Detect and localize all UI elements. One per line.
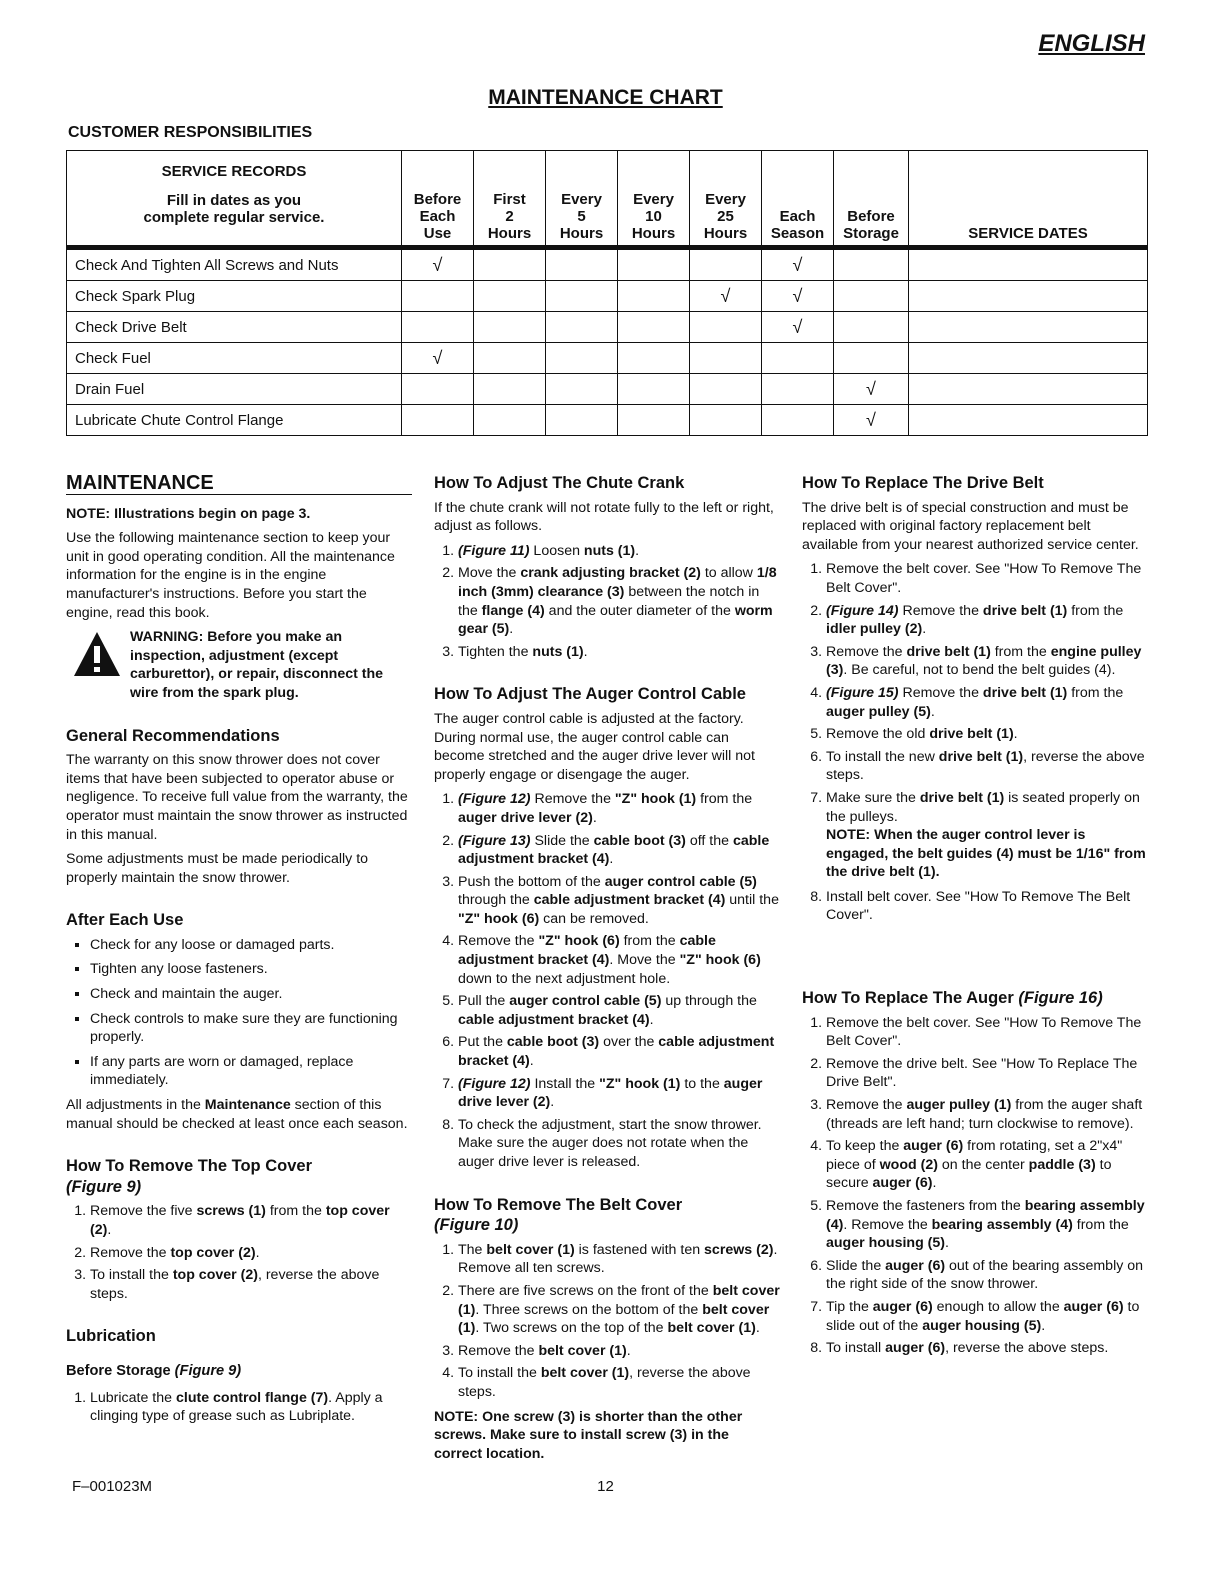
after-each-use-list [66,936,412,1090]
check-cell [690,374,762,405]
page-title: MAINTENANCE CHART [488,86,723,109]
chute-crank-steps [434,542,780,662]
lubrication-heading: Lubrication [66,1327,156,1346]
list-item: 1. The belt cover (1) is fastened with ten screws (2). Remove all ten screws. [458,1241,780,1278]
drive-belt-heading: How To Replace The Drive Belt [802,474,1044,492]
illustrations-note: NOTE: Illustrations begin on page 3. [66,505,311,522]
check-cell [834,248,909,281]
check-cell [834,312,909,343]
check-cell [474,248,546,281]
list-item: 7. Tip the auger (6) enough to allow the auger (6) to slide out of the auger housing (5). [826,1298,1148,1335]
list-item: 3. To install the top cover (2), reverse the above steps. [90,1266,412,1303]
list-item: 4. To install the belt cover (1), reverse the above steps. [458,1364,780,1401]
service-dates-cell [909,281,1148,312]
drive-belt-steps [802,560,1148,925]
list-item: 4. (Figure 15) Remove the drive belt (1) from the auger pulley (5). [826,684,1148,721]
warning-icon [72,630,122,678]
maintenance-chart-table [66,150,1148,436]
service-records-header: SERVICE RECORDS Fill in dates as you complete regular service. [67,151,402,248]
check-cell [834,343,909,374]
check-cell [474,312,546,343]
column-header: Before Each Use [402,151,474,248]
list-item: 6. Put the cable boot (3) over the cable adjustment bracket (4). [458,1033,780,1070]
table-row [67,343,1148,374]
list-item: ▪ Check for any loose or damaged parts. [90,936,412,955]
service-dates-cell [909,248,1148,281]
check-cell [546,281,618,312]
table-row [67,312,1148,343]
check-cell: √ [762,248,834,281]
list-item: 8. To install auger (6), reverse the above steps. [826,1339,1148,1358]
check-cell [762,343,834,374]
task-cell: Drain Fuel [67,374,402,405]
belt-cover-note: NOTE: One screw (3) is shorter than the other screws. Make sure to install screw (3) in the correct location. [434,1408,743,1462]
check-cell [618,405,690,436]
language-label: ENGLISH [1038,30,1145,57]
task-cell: Check And Tighten All Screws and Nuts [67,248,402,281]
list-item: 7. Make sure the drive belt (1) is seated properly on the pulleys. NOTE: When the auger control lever is engaged, the belt guides (4) must be 1/16" from the drive belt (1). [826,789,1148,882]
belt-cover-heading: How To Remove The Belt Cover [434,1195,683,1214]
belt-cover-figure: (Figure 10) [434,1216,519,1235]
page-number: 12 [597,1478,614,1495]
remove-top-cover-figure: (Figure 9) [66,1177,142,1196]
check-cell [618,248,690,281]
table-row [67,248,1148,281]
list-item: 1. (Figure 11) Loosen nuts (1). [458,542,780,561]
auger-cable-intro: The auger control cable is adjusted at the factory. During normal use, the auger control cable can become stretched and the auger drive lever will not properly engage or disengage the auger. [434,710,755,783]
check-cell: √ [402,343,474,374]
check-cell [546,312,618,343]
column-left [66,474,412,1432]
list-item: ▪ Tighten any loose fasteners. [90,960,412,979]
column-header: Every 5 Hours [546,151,618,248]
list-item: 3. Remove the drive belt (1) from the engine pulley (3). Be careful, not to bend the belt guides (4). [826,643,1148,680]
check-cell [690,405,762,436]
list-item: 6. To install the new drive belt (1), reverse the above steps. [826,748,1148,785]
check-cell [402,405,474,436]
table-header-row [67,151,1148,248]
list-item: 2. (Figure 14) Remove the drive belt (1) from the idler pulley (2). [826,602,1148,639]
check-cell [402,281,474,312]
list-item: 1. (Figure 12) Remove the "Z" hook (1) from the auger drive lever (2). [458,790,780,827]
drive-belt-intro: The drive belt is of special construction and must be replaced with original factory replacement belt available from your nearest authorized service center. [802,499,1139,553]
check-cell [402,312,474,343]
remove-top-cover-heading: How To Remove The Top Cover [66,1157,312,1176]
list-item: 1. Remove the belt cover. See "How To Remove The Belt Cover". [826,560,1148,597]
customer-responsibilities-heading: CUSTOMER RESPONSIBILITIES [68,124,313,141]
list-item: 3. Tighten the nuts (1). [458,643,780,662]
document-code: F–001023M [72,1478,153,1495]
list-item: 1. Remove the five screws (1) from the top cover (2). [90,1202,412,1239]
belt-cover-steps [434,1241,780,1402]
table-row [67,374,1148,405]
check-cell [762,374,834,405]
maintenance-heading: MAINTENANCE [66,474,412,495]
list-item: 4. To keep the auger (6) from rotating, set a 2"x4" piece of wood (2) on the center paddle (3) to secure auger (6). [826,1137,1148,1193]
table-row [67,405,1148,436]
general-paragraph: Some adjustments must be made periodically to properly maintain the snow thrower. [66,851,369,886]
task-cell: Check Fuel [67,343,402,374]
check-cell [546,248,618,281]
service-dates-cell [909,405,1148,436]
check-cell [474,405,546,436]
service-dates-cell [909,374,1148,405]
column-header: Each Season [762,151,834,248]
list-item: 8. To check the adjustment, start the snow thrower. Make sure the auger does not rotate when the auger drive lever is released. [458,1116,780,1172]
column-header: Before Storage [834,151,909,248]
check-cell [402,374,474,405]
warning-block [66,628,412,702]
check-cell: √ [402,248,474,281]
list-item: 1. Remove the belt cover. See "How To Remove The Belt Cover". [826,1014,1148,1051]
check-cell [834,281,909,312]
lubrication-steps [66,1389,412,1426]
check-cell [546,343,618,374]
column-header: Every 10 Hours [618,151,690,248]
list-item: 5. Remove the fasteners from the bearing assembly (4). Remove the bearing assembly (4) from the auger housing (5). [826,1197,1148,1253]
auger-cable-steps [434,790,780,1171]
check-cell: √ [762,281,834,312]
check-cell: √ [834,405,909,436]
list-item: 2. (Figure 13) Slide the cable boot (3) off the cable adjustment bracket (4). [458,832,780,869]
service-dates-cell [909,343,1148,374]
after-each-use-heading: After Each Use [66,911,184,930]
table-row [67,281,1148,312]
check-cell: √ [690,281,762,312]
list-item: 6. Slide the auger (6) out of the bearing assembly on the right side of the snow thrower. [826,1257,1148,1294]
list-item: ▪ Check controls to make sure they are functioning properly. [90,1010,412,1047]
chute-crank-heading: How To Adjust The Chute Crank [434,474,685,492]
task-cell: Check Spark Plug [67,281,402,312]
task-cell: Check Drive Belt [67,312,402,343]
service-dates-header: SERVICE DATES [909,151,1148,248]
list-item: ▪ If any parts are worn or damaged, replace immediately. [90,1053,412,1090]
drive-belt-note: NOTE: When the auger control lever is engaged, the belt guides (4) must be 1/16" from the drive belt (1). [826,827,1146,881]
column-header: Every 25 Hours [690,151,762,248]
list-item: 2. There are five screws on the front of the belt cover (1). Three screws on the bottom of the belt cover (1). Two screws on the top of the belt cover (1). [458,1282,780,1338]
list-item: 2. Remove the drive belt. See "How To Replace The Drive Belt". [826,1055,1148,1092]
replace-auger-heading: How To Replace The Auger (Figure 16) [802,989,1103,1008]
adjustments-paragraph: All adjustments in the Maintenance section of this manual should be checked at least once each season. [66,1097,408,1132]
list-item: 2. Remove the top cover (2). [90,1244,412,1263]
list-item: 5. Remove the old drive belt (1). [826,725,1148,744]
column-header: First 2 Hours [474,151,546,248]
list-item: 7. (Figure 12) Install the "Z" hook (1) to the auger drive lever (2). [458,1075,780,1112]
check-cell [618,312,690,343]
check-cell [618,343,690,374]
remove-top-cover-steps [66,1202,412,1303]
list-item: 3. Push the bottom of the auger control cable (5) through the cable adjustment bracket (4) until the "Z" hook (6) can be removed. [458,873,780,929]
check-cell [618,374,690,405]
check-cell [474,374,546,405]
list-item: 3. Remove the auger pulley (1) from the auger shaft (threads are left hand; turn clockwise to remove). [826,1096,1148,1133]
list-item: ▪ Check and maintain the auger. [90,985,412,1004]
check-cell [762,405,834,436]
check-cell [690,248,762,281]
general-recommendations-heading: General Recommendations [66,726,280,745]
list-item: 4. Remove the "Z" hook (6) from the cable adjustment bracket (4). Move the "Z" hook (6) down to the next adjustment hole. [458,932,780,988]
service-dates-cell [909,312,1148,343]
list-item: 1. Lubricate the clute control flange (7). Apply a clinging type of grease such as Lubriplate. [90,1389,412,1426]
replace-auger-steps [802,1014,1148,1358]
check-cell [618,281,690,312]
check-cell [546,405,618,436]
column-right [802,474,1148,1364]
check-cell [690,343,762,374]
auger-cable-heading: How To Adjust The Auger Control Cable [434,685,746,704]
check-cell [474,343,546,374]
check-cell [474,281,546,312]
column-middle [434,474,780,1469]
chute-crank-intro: If the chute crank will not rotate fully to the left or right, adjust as follows. [434,499,774,535]
general-paragraph: The warranty on this snow thrower does not cover items that have been subjected to operator abuse or negligence. To receive full value from the warranty, the operator must maintain the snow thrower as instructed in this manual. [66,752,408,843]
list-item: 8. Install belt cover. See "How To Remove The Belt Cover". [826,888,1148,925]
list-item: 5. Pull the auger control cable (5) up through the cable adjustment bracket (4). [458,992,780,1029]
check-cell [546,374,618,405]
check-cell [690,312,762,343]
check-cell: √ [834,374,909,405]
check-cell: √ [762,312,834,343]
list-item: 2. Move the crank adjusting bracket (2) to allow 1/8 inch (3mm) clearance (3) between the notch in the flange (4) and the outer diameter of the worm gear (5). [458,564,780,638]
warning-text: WARNING: Before you make an inspection, adjustment (except carburettor), or repair, disconnect the wire from the spark plug. [130,629,384,701]
before-storage-heading: Before Storage (Figure 9) [66,1362,242,1379]
list-item: 3. Remove the belt cover (1). [458,1342,780,1361]
task-cell: Lubricate Chute Control Flange [67,405,402,436]
maintenance-intro: Use the following maintenance section to keep your unit in good operating condition. All the maintenance information for the engine is in the engine manufacturer's instructions. Before you start the engine, read this book. [66,530,395,621]
